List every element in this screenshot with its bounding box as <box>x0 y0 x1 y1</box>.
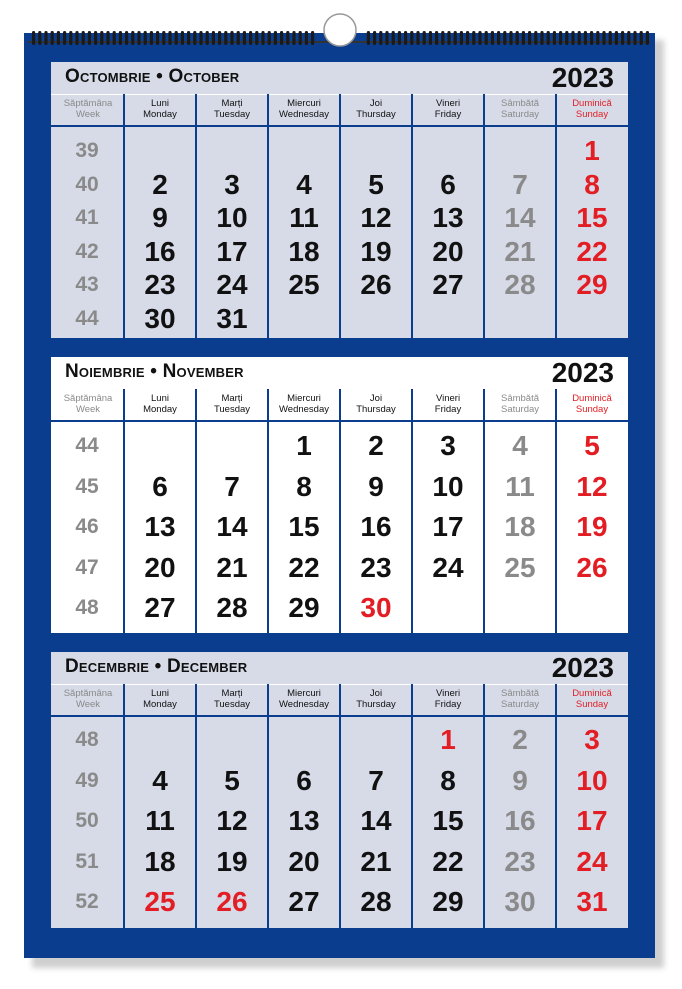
weekday-name-ro: Marți <box>221 98 243 109</box>
weekday-name-ro: Duminică <box>572 688 612 699</box>
day-cell[interactable]: 9 <box>152 202 168 233</box>
weekday-name-en: Tuesday <box>213 404 251 415</box>
day-cell[interactable]: 28 <box>216 592 248 623</box>
month-name-ro: Octombrie <box>65 66 151 87</box>
month-name-ro: Noiembrie <box>65 361 145 382</box>
weekday-name-ro: Duminică <box>572 98 612 109</box>
day-cell[interactable]: 9 <box>512 764 528 796</box>
day-cell[interactable]: 1 <box>440 724 456 755</box>
weekday-name-en: Saturday <box>500 699 540 710</box>
weekday-name-ro: Vineri <box>435 393 461 404</box>
day-cell[interactable]: 25 <box>288 269 320 300</box>
weekday-name-en: Friday <box>434 109 462 120</box>
month-november <box>51 357 628 633</box>
month-name-ro: Decembrie <box>65 656 150 677</box>
day-cell[interactable]: 17 <box>216 235 248 267</box>
day-cell[interactable]: 10 <box>432 470 464 502</box>
day-cell[interactable]: 9 <box>368 470 384 502</box>
weekday-name-ro: Sâmbătă <box>500 98 540 109</box>
weekday-header-wednesday <box>268 390 340 420</box>
month-title <box>65 656 247 678</box>
week-number: 50 <box>75 809 99 832</box>
day-cell[interactable]: 24 <box>216 269 248 300</box>
day-cell[interactable]: 20 <box>432 235 464 267</box>
day-cell[interactable]: 20 <box>288 845 320 877</box>
weekday-name-ro: Vineri <box>435 688 461 699</box>
day-cell[interactable]: 17 <box>576 805 608 836</box>
day-cell[interactable]: 5 <box>584 430 600 461</box>
weekday-name-en: Week <box>75 109 101 120</box>
weekday-name-ro: Sâmbătă <box>500 688 540 699</box>
weekday-name-en: Tuesday <box>213 699 251 710</box>
week-number: 41 <box>75 206 99 229</box>
month-title-bar <box>51 357 628 389</box>
month-title-bar <box>51 652 628 684</box>
day-cell[interactable]: 28 <box>360 886 392 917</box>
title-separator: • <box>149 656 167 677</box>
day-cell[interactable]: 7 <box>512 168 528 200</box>
day-cell[interactable]: 17 <box>432 511 464 542</box>
day-cell[interactable]: 20 <box>144 551 176 583</box>
month-year: 2023 <box>551 652 614 683</box>
weekday-header-wednesday <box>268 95 340 125</box>
day-cell[interactable]: 1 <box>296 430 312 461</box>
day-cell[interactable]: 16 <box>504 805 536 836</box>
weekday-name-ro: Săptămâna <box>63 688 113 699</box>
day-cell[interactable]: 10 <box>576 764 608 796</box>
day-cell[interactable]: 4 <box>512 430 528 461</box>
day-cell[interactable]: 25 <box>144 886 176 917</box>
weekday-name-ro: Joi <box>369 98 383 109</box>
day-cell[interactable]: 22 <box>576 235 608 267</box>
day-cell[interactable]: 14 <box>360 805 392 836</box>
day-cell[interactable]: 19 <box>216 845 248 877</box>
month-name-en: October <box>168 66 240 87</box>
weekday-header-friday <box>412 390 484 420</box>
weekday-name-ro: Joi <box>369 393 383 404</box>
weekday-header-wednesday <box>268 685 340 715</box>
weekday-name-en: Sunday <box>575 404 609 415</box>
week-number: 39 <box>75 139 99 162</box>
day-cell[interactable]: 23 <box>360 551 392 583</box>
weekday-name-en: Tuesday <box>213 109 251 120</box>
month-title-bar <box>51 62 628 94</box>
day-cell[interactable]: 13 <box>288 805 320 836</box>
day-cell[interactable]: 27 <box>144 592 176 623</box>
day-cell[interactable]: 29 <box>576 269 608 300</box>
weekday-name-ro: Duminică <box>572 393 612 404</box>
day-cell[interactable]: 14 <box>216 511 248 542</box>
day-cell[interactable]: 29 <box>288 592 320 623</box>
day-cell[interactable]: 31 <box>216 302 248 334</box>
title-separator: • <box>150 66 169 87</box>
day-cell[interactable]: 31 <box>576 886 608 917</box>
day-cell[interactable]: 12 <box>216 805 248 836</box>
weekday-name-ro: Joi <box>369 688 383 699</box>
day-cell[interactable]: 7 <box>368 764 384 796</box>
month-december <box>51 652 628 928</box>
weekday-header-tuesday <box>196 685 268 715</box>
week-number: 46 <box>75 515 99 538</box>
day-cell[interactable]: 16 <box>360 511 392 542</box>
day-cell[interactable]: 4 <box>152 764 168 796</box>
day-cell[interactable]: 27 <box>432 269 464 300</box>
month-title <box>65 66 239 88</box>
month-title <box>65 361 244 383</box>
weekday-name-ro: Marți <box>221 688 243 699</box>
day-cell[interactable]: 29 <box>432 886 464 917</box>
week-number: 40 <box>75 172 99 196</box>
day-cell[interactable]: 15 <box>576 202 608 233</box>
hanger-hook <box>320 8 360 48</box>
day-cell[interactable]: 26 <box>576 551 608 583</box>
weekday-name-en: Week <box>75 699 101 710</box>
day-cell[interactable]: 3 <box>224 168 240 200</box>
day-cell[interactable]: 11 <box>289 202 319 233</box>
weekday-name-ro: Sâmbătă <box>500 393 540 404</box>
day-cell[interactable]: 5 <box>368 168 384 200</box>
day-cell[interactable]: 7 <box>224 470 240 502</box>
weekday-name-en: Wednesday <box>279 699 329 710</box>
weekday-header-saturday <box>484 390 556 420</box>
day-cell[interactable]: 18 <box>504 511 536 542</box>
day-cell[interactable]: 18 <box>144 845 176 877</box>
week-number: 43 <box>75 273 99 296</box>
day-cell[interactable]: 8 <box>440 764 456 796</box>
day-cell[interactable]: 25 <box>504 551 536 583</box>
day-cell[interactable]: 30 <box>360 592 392 623</box>
day-cell[interactable]: 18 <box>288 235 320 267</box>
day-cell[interactable]: 23 <box>144 269 176 300</box>
day-cell[interactable]: 14 <box>504 202 536 233</box>
weekday-header-monday <box>124 390 196 420</box>
day-cell[interactable]: 10 <box>216 202 248 233</box>
day-cell[interactable]: 22 <box>288 551 320 583</box>
weekday-name-en: Thursday <box>356 404 396 415</box>
week-number: 42 <box>75 239 99 263</box>
weekday-name-en: Friday <box>434 404 462 415</box>
weekday-name-en: Friday <box>434 699 462 710</box>
weekday-name-en: Wednesday <box>279 109 329 120</box>
day-cell[interactable]: 6 <box>296 764 312 796</box>
weekday-header-tuesday <box>196 390 268 420</box>
week-number: 48 <box>75 596 99 619</box>
weekday-name-en: Sunday <box>575 699 609 710</box>
weekday-header-tuesday <box>196 95 268 125</box>
day-cell[interactable]: 30 <box>504 886 536 917</box>
day-cell[interactable]: 8 <box>296 470 312 502</box>
day-cell[interactable]: 3 <box>440 430 456 461</box>
weekday-name-en: Thursday <box>356 109 396 120</box>
day-cell[interactable]: 30 <box>144 302 176 334</box>
weekday-header-monday <box>124 95 196 125</box>
day-cell[interactable]: 24 <box>432 551 464 583</box>
day-cell[interactable]: 21 <box>504 235 536 267</box>
day-cell[interactable]: 1 <box>584 135 600 166</box>
weekday-name-ro: Miercuri <box>287 688 321 699</box>
weekday-name-ro: Vineri <box>435 98 461 109</box>
day-cell[interactable]: 24 <box>576 845 608 877</box>
week-number: 44 <box>75 434 99 457</box>
month-year: 2023 <box>551 357 614 388</box>
weekday-name-ro: Luni <box>151 393 169 404</box>
day-cell[interactable]: 11 <box>505 470 535 502</box>
day-cell[interactable]: 2 <box>368 430 384 461</box>
weekday-header-friday <box>412 95 484 125</box>
day-cell[interactable]: 4 <box>296 168 312 200</box>
weekday-header-thursday <box>340 685 412 715</box>
day-cell[interactable]: 26 <box>216 886 248 917</box>
weekday-header-sunday <box>556 95 628 125</box>
week-number: 44 <box>75 306 99 330</box>
day-cell[interactable]: 26 <box>360 269 392 300</box>
weekday-name-ro: Miercuri <box>287 393 321 404</box>
weekday-name-ro: Marți <box>221 393 243 404</box>
week-number: 45 <box>75 474 99 498</box>
weekday-header-saturday <box>484 685 556 715</box>
day-cell[interactable]: 12 <box>360 202 392 233</box>
weekday-name-ro: Săptămâna <box>63 393 113 404</box>
weekday-name-ro: Luni <box>151 98 169 109</box>
day-cell[interactable]: 28 <box>504 269 536 300</box>
month-year: 2023 <box>551 62 614 93</box>
weekday-name-en: Saturday <box>500 404 540 415</box>
day-cell[interactable]: 8 <box>584 168 600 200</box>
day-cell[interactable]: 5 <box>224 764 240 796</box>
week-number: 51 <box>75 849 99 873</box>
weekday-header-friday <box>412 685 484 715</box>
weekday-name-en: Sunday <box>575 109 609 120</box>
day-cell[interactable]: 13 <box>432 202 464 233</box>
month-name-en: December <box>166 656 248 677</box>
day-cell[interactable]: 3 <box>584 724 600 755</box>
day-cell[interactable]: 22 <box>432 845 464 877</box>
weekday-name-en: Monday <box>143 699 177 710</box>
day-cell[interactable]: 2 <box>152 168 168 200</box>
weekday-name-ro: Luni <box>151 688 169 699</box>
day-cell[interactable]: 19 <box>360 235 392 267</box>
weekday-header-week <box>52 95 124 125</box>
day-cell[interactable]: 21 <box>216 551 248 583</box>
day-cell[interactable]: 15 <box>432 805 464 836</box>
weekday-name-ro: Săptămâna <box>63 98 113 109</box>
weekday-name-en: Week <box>75 404 101 415</box>
month-october <box>51 62 628 338</box>
day-cell[interactable]: 13 <box>144 511 176 542</box>
day-cell[interactable]: 12 <box>576 470 608 502</box>
weekday-header-week <box>52 685 124 715</box>
title-separator: • <box>144 361 163 382</box>
day-cell[interactable]: 6 <box>440 168 456 200</box>
day-cell[interactable]: 15 <box>288 511 320 542</box>
weekday-header-week <box>52 390 124 420</box>
weekday-header-saturday <box>484 95 556 125</box>
weekday-name-en: Monday <box>143 109 177 120</box>
day-cell[interactable]: 19 <box>576 511 608 542</box>
weekday-header-sunday <box>556 685 628 715</box>
week-number: 48 <box>75 728 99 751</box>
weekday-header-thursday <box>340 390 412 420</box>
weekday-name-en: Saturday <box>500 109 540 120</box>
weekday-name-en: Wednesday <box>279 404 329 415</box>
weekday-header-monday <box>124 685 196 715</box>
weekday-name-en: Thursday <box>356 699 396 710</box>
day-cell[interactable]: 23 <box>504 845 536 877</box>
weekday-header-thursday <box>340 95 412 125</box>
weekday-name-ro: Miercuri <box>287 98 321 109</box>
month-name-en: November <box>162 361 244 382</box>
week-number: 49 <box>75 768 99 792</box>
day-cell[interactable]: 16 <box>144 235 176 267</box>
day-cell[interactable]: 21 <box>360 845 392 877</box>
day-cell[interactable]: 2 <box>512 724 528 755</box>
day-cell[interactable]: 6 <box>152 470 168 502</box>
weekday-name-en: Monday <box>143 404 177 415</box>
day-cell[interactable]: 27 <box>288 886 320 917</box>
weekday-header-sunday <box>556 390 628 420</box>
day-cell[interactable]: 11 <box>145 805 175 836</box>
week-number: 47 <box>75 555 99 579</box>
week-number: 52 <box>75 890 99 913</box>
